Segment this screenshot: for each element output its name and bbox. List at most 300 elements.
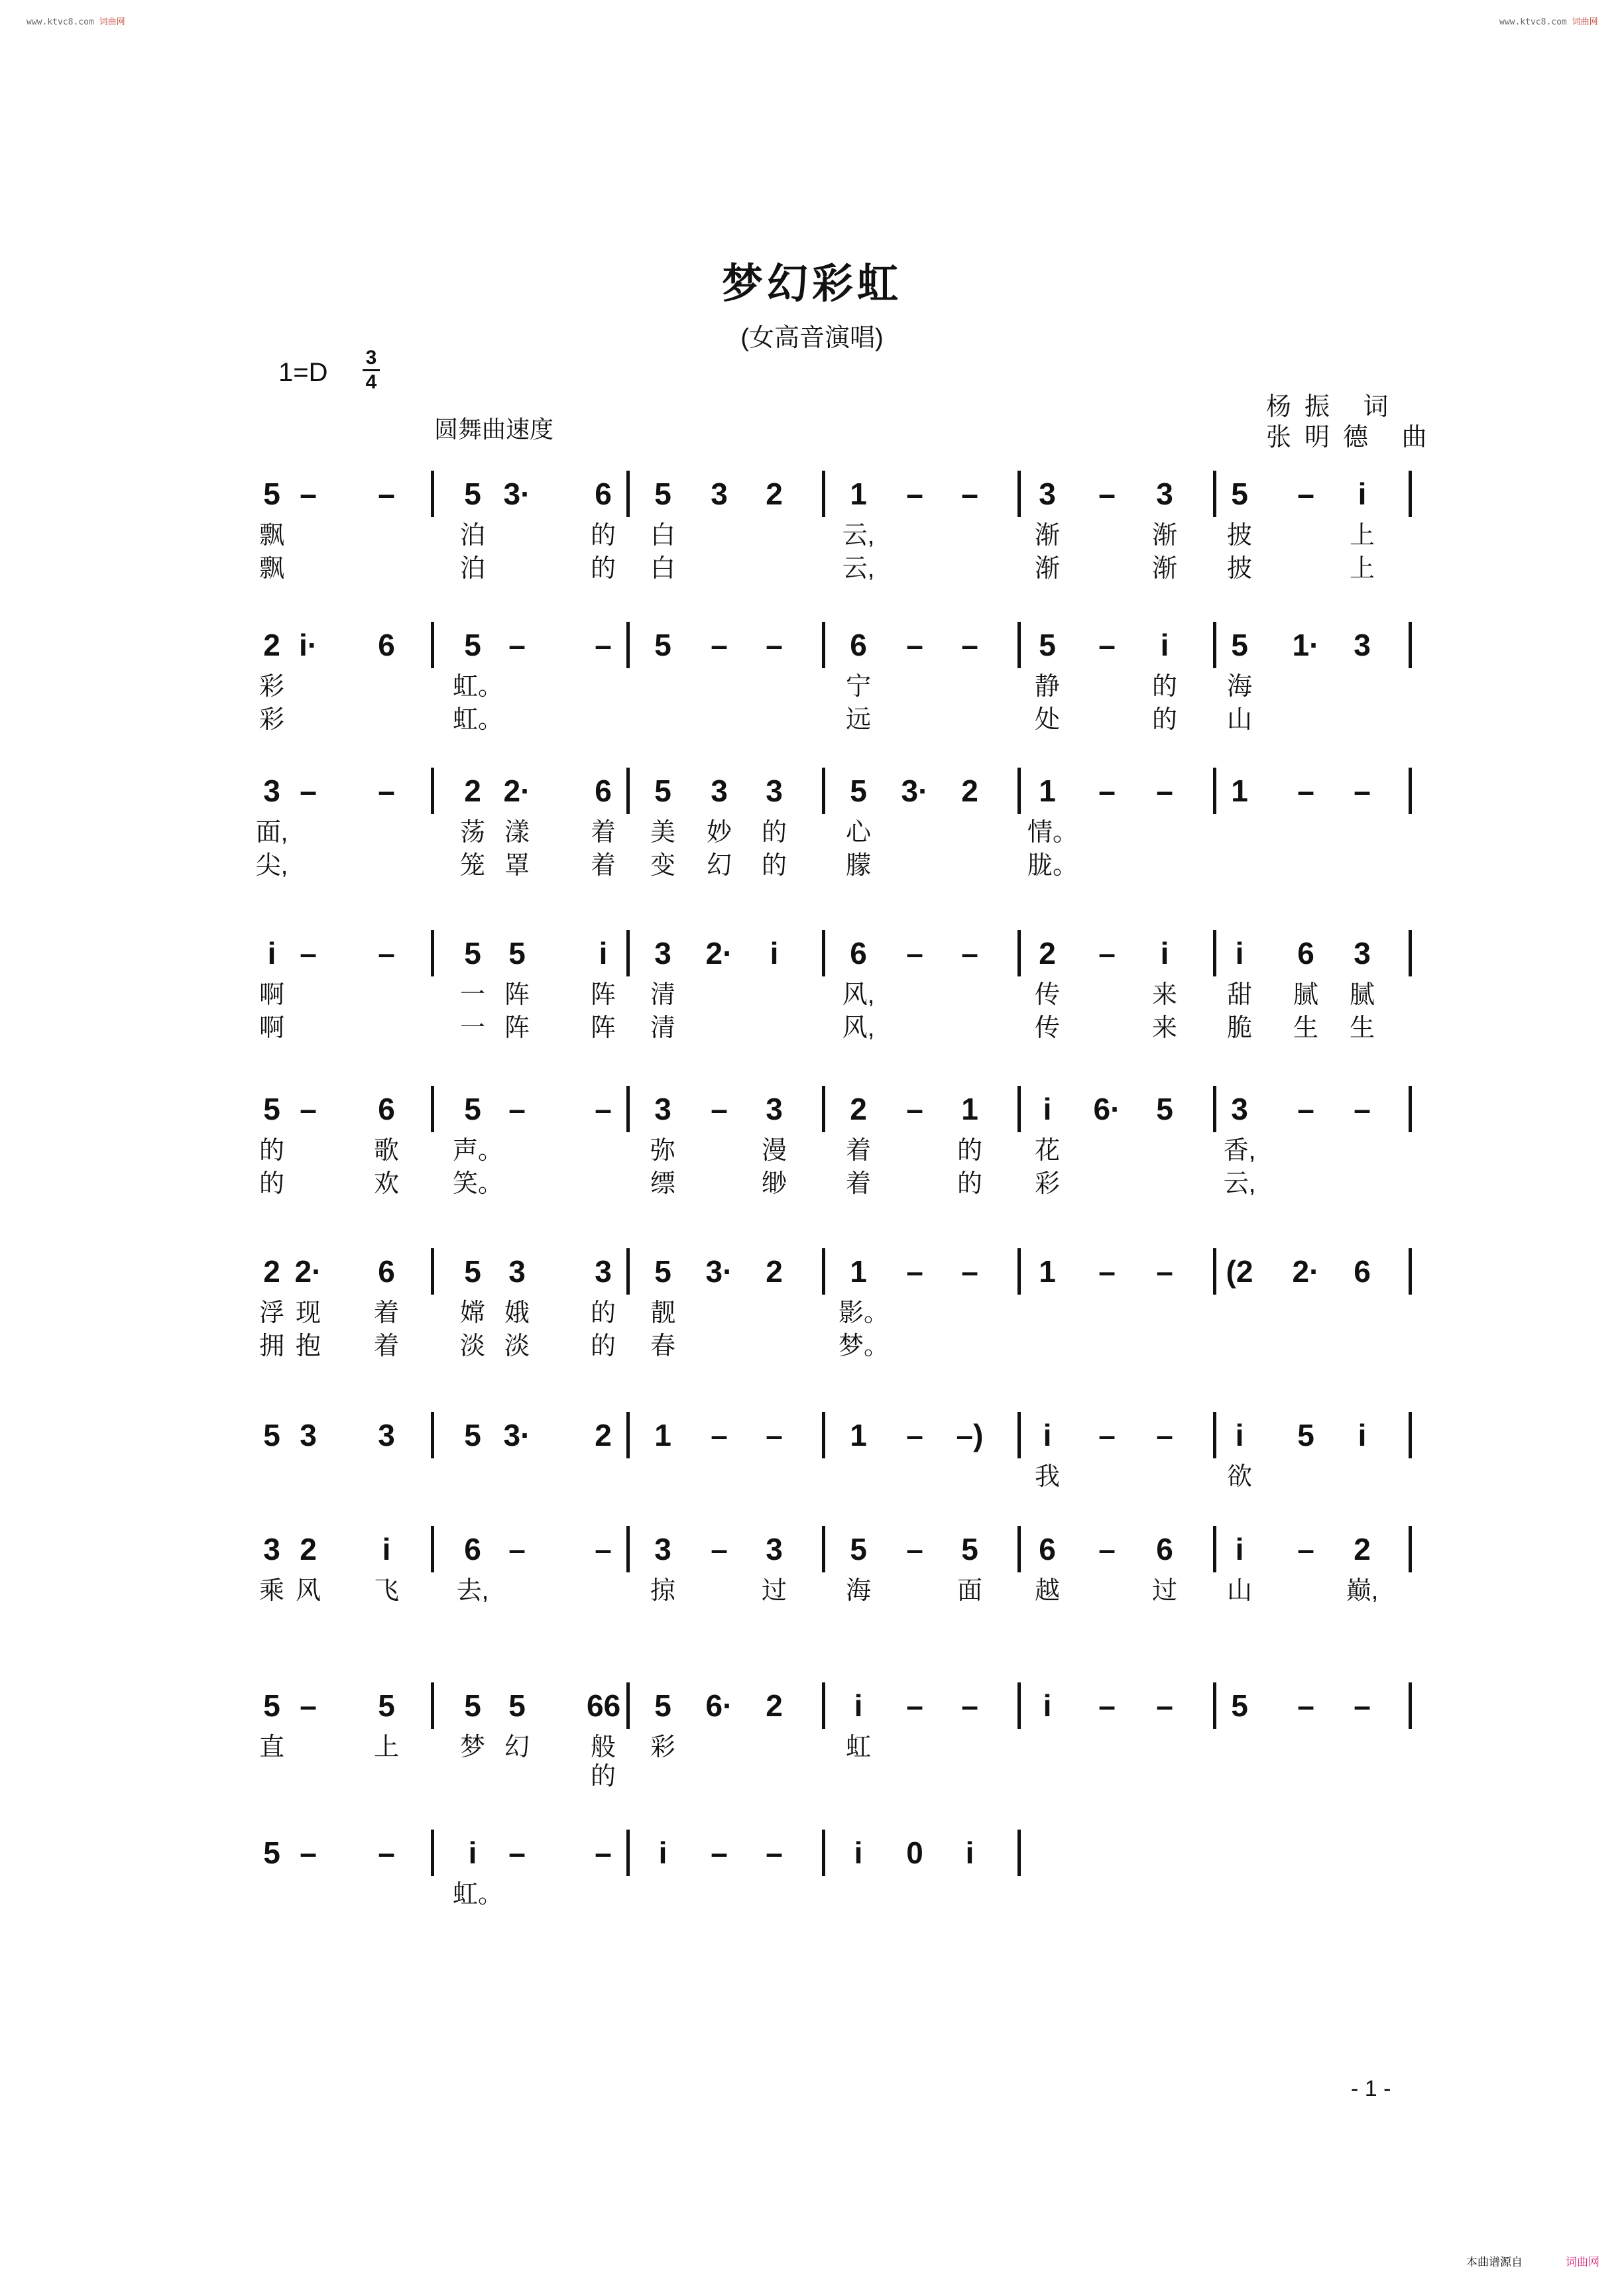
note: – <box>766 1836 783 1870</box>
lyric: 啊 <box>259 1014 284 1042</box>
note: – <box>1156 1688 1173 1723</box>
bar-line <box>822 1412 825 1458</box>
bar-line <box>626 768 630 814</box>
note: 3 <box>711 477 728 511</box>
lyric: 面 <box>957 1577 982 1605</box>
bar-line <box>1017 1248 1021 1295</box>
bar-line <box>1213 622 1216 668</box>
lyric: 浮 <box>259 1299 284 1327</box>
lyric: 笑。 <box>453 1170 504 1198</box>
lyric: 缥 <box>650 1170 675 1198</box>
bar-line <box>1213 768 1216 814</box>
note: i <box>1043 1418 1052 1452</box>
lyric: 飘 <box>259 522 284 550</box>
lyric: 彩 <box>1034 1170 1060 1198</box>
note: 3 <box>300 1418 317 1452</box>
note: 5 <box>263 1092 280 1126</box>
bar-line <box>626 1830 630 1876</box>
lyric: 缈 <box>761 1170 787 1198</box>
note: – <box>1297 1092 1314 1126</box>
note: i <box>1235 1532 1244 1566</box>
lyric: 漾 <box>504 819 530 847</box>
note: – <box>378 477 395 511</box>
lyric: 的 <box>1151 673 1177 701</box>
lyric: 的 <box>761 852 787 880</box>
note: 5 <box>263 1836 280 1870</box>
note: 2 <box>766 1254 783 1289</box>
note: 6 <box>1156 1532 1173 1566</box>
lyric: 淡 <box>504 1332 530 1360</box>
note: 5 <box>654 1254 671 1289</box>
bar-line <box>626 930 630 976</box>
bar-line <box>822 768 825 814</box>
lyric: 虹。 <box>453 1881 504 1908</box>
note: 2· <box>1292 1254 1320 1289</box>
lyric: 甜 <box>1226 981 1252 1009</box>
bar-line <box>822 1682 825 1729</box>
note: 5 <box>1156 1092 1173 1126</box>
note: 3 <box>766 1092 783 1126</box>
lyric: 上 <box>1349 555 1375 583</box>
page-number: - 1 - <box>1351 2076 1391 2101</box>
lyric: 生 <box>1349 1014 1375 1042</box>
note: i <box>1043 1092 1052 1126</box>
note: – <box>1354 774 1371 808</box>
lyric: 声。 <box>453 1137 504 1165</box>
lyric: 阵 <box>590 1014 616 1042</box>
note: – <box>1297 477 1314 511</box>
note: – <box>595 628 612 662</box>
note: (2 <box>1226 1254 1253 1289</box>
note: 1· <box>1292 628 1320 662</box>
lyric: 心 <box>845 819 871 847</box>
note: – <box>1354 1688 1371 1723</box>
note: 5 <box>464 1688 481 1723</box>
note: – <box>1156 774 1173 808</box>
lyric: 披 <box>1226 522 1252 550</box>
bar-line <box>822 1830 825 1876</box>
note: 2 <box>595 1418 612 1452</box>
note: – <box>508 628 526 662</box>
bar-line <box>626 1248 630 1295</box>
note: 6 <box>1297 936 1314 970</box>
note: 6 <box>595 477 612 511</box>
note: 3 <box>766 774 783 808</box>
bar-line <box>431 1412 434 1458</box>
bar-line <box>431 1526 434 1572</box>
lyric: 渐 <box>1034 522 1060 550</box>
lyric: 腻 <box>1349 981 1375 1009</box>
bar-line <box>1017 768 1021 814</box>
note: 2· <box>294 1254 322 1289</box>
lyric: 泊 <box>459 522 485 550</box>
lyric: 尖, <box>255 852 288 880</box>
note: – <box>906 628 923 662</box>
note: 6 <box>378 1092 395 1126</box>
note: 3 <box>1354 628 1371 662</box>
note: 3· <box>901 774 929 808</box>
note: 5 <box>464 1254 481 1289</box>
lyric: 现 <box>295 1299 321 1327</box>
time-signature <box>363 348 380 392</box>
note: 2 <box>464 774 481 808</box>
bar-line <box>1017 1412 1021 1458</box>
lyric: 的 <box>590 522 616 550</box>
bar-line <box>1017 1830 1021 1876</box>
lyric: 美 <box>650 819 675 847</box>
note: i <box>599 936 608 970</box>
note: – <box>961 936 978 970</box>
note: 2· <box>705 936 733 970</box>
note: – <box>711 1836 728 1870</box>
note: 3 <box>1231 1092 1248 1126</box>
bar-line <box>626 1682 630 1729</box>
bar-line <box>431 1248 434 1295</box>
note: 3 <box>1156 477 1173 511</box>
note: i <box>1235 1418 1244 1452</box>
lyric: 处 <box>1034 706 1060 734</box>
note: – <box>378 1836 395 1870</box>
bar-line <box>431 1830 434 1876</box>
note: 1 <box>1039 774 1056 808</box>
note: 5 <box>464 1418 481 1452</box>
lyric: 虹。 <box>453 673 504 701</box>
lyric: 着 <box>590 819 616 847</box>
note: 3 <box>1354 936 1371 970</box>
note: – <box>300 1836 317 1870</box>
lyric: 嫦 <box>459 1299 485 1327</box>
note: i <box>965 1836 974 1870</box>
note: – <box>1297 1532 1314 1566</box>
note: 2 <box>263 628 280 662</box>
bar-line <box>1213 930 1216 976</box>
note: – <box>766 1418 783 1452</box>
note: 1 <box>961 1092 978 1126</box>
note: – <box>508 1532 526 1566</box>
note: 6 <box>595 774 612 808</box>
note: – <box>378 774 395 808</box>
lyric: 荡 <box>459 819 485 847</box>
bar-line <box>1409 930 1412 976</box>
note: i <box>658 1836 667 1870</box>
bar-line <box>1409 1412 1412 1458</box>
note: – <box>711 1532 728 1566</box>
note: 3 <box>595 1254 612 1289</box>
note: – <box>300 477 317 511</box>
bar-line <box>822 930 825 976</box>
tempo-marking: 圆舞曲速度 <box>434 416 554 443</box>
note: 2 <box>1354 1532 1371 1566</box>
lyric: 清 <box>650 1014 675 1042</box>
lyric: 香, <box>1223 1137 1256 1165</box>
note: –) <box>956 1418 984 1452</box>
note: 2 <box>766 1688 783 1723</box>
note: 5 <box>654 477 671 511</box>
note: – <box>378 936 395 970</box>
note: i <box>382 1532 391 1566</box>
note: – <box>1098 1418 1116 1452</box>
lyric: 面, <box>255 819 288 847</box>
note: 3· <box>705 1254 733 1289</box>
bar-line <box>626 622 630 668</box>
bar-line <box>1017 622 1021 668</box>
lyric: 一 <box>459 981 485 1009</box>
note: 66 <box>587 1688 621 1723</box>
time-signature-top: 3 <box>365 347 377 369</box>
bar-line <box>822 471 825 517</box>
lyric: 淡 <box>459 1332 485 1360</box>
lyric: 欲 <box>1226 1463 1252 1491</box>
note: – <box>906 1254 923 1289</box>
note: 6· <box>705 1688 733 1723</box>
note: – <box>766 628 783 662</box>
lyric: 着 <box>845 1137 871 1165</box>
note: – <box>1098 774 1116 808</box>
header-url-right: www.ktvc8.com 词曲网 <box>1499 17 1598 27</box>
note: – <box>961 628 978 662</box>
note: i <box>1358 1418 1367 1452</box>
note: 2 <box>961 774 978 808</box>
header-url-left: www.ktvc8.com 词曲网 <box>27 17 125 27</box>
bar-line <box>626 471 630 517</box>
note: – <box>508 1836 526 1870</box>
lyric: 去, <box>456 1577 489 1605</box>
note: 6 <box>378 628 395 662</box>
note: 2 <box>766 477 783 511</box>
lyric: 一 <box>459 1014 485 1042</box>
bar-line <box>431 1682 434 1729</box>
note: 5 <box>850 774 867 808</box>
note: 2 <box>300 1532 317 1566</box>
lyric: 着 <box>845 1170 871 1198</box>
note: – <box>711 628 728 662</box>
note: 2 <box>1039 936 1056 970</box>
lyric: 彩 <box>650 1733 675 1761</box>
bar-line <box>626 1086 630 1132</box>
note: 5 <box>263 1688 280 1723</box>
note: 3 <box>508 1254 526 1289</box>
lyric: 春 <box>650 1332 675 1360</box>
note: – <box>595 1836 612 1870</box>
note: – <box>711 1092 728 1126</box>
note: 3 <box>263 1532 280 1566</box>
time-signature-bottom: 4 <box>365 371 377 393</box>
note: 3 <box>263 774 280 808</box>
note: 3· <box>503 1418 531 1452</box>
bar-line <box>1409 1682 1412 1729</box>
lyric: 的 <box>590 555 616 583</box>
note: – <box>1156 1418 1173 1452</box>
note: 5 <box>1297 1418 1314 1452</box>
note: i <box>854 1836 863 1870</box>
bar-line <box>1017 1682 1021 1729</box>
note: – <box>906 1092 923 1126</box>
note: 0 <box>906 1836 923 1870</box>
bar-line <box>431 622 434 668</box>
note: – <box>1297 774 1314 808</box>
bar-line <box>1409 1086 1412 1132</box>
composer-credit: 张明德 曲 <box>1266 424 1440 451</box>
bar-line <box>822 1526 825 1572</box>
note: 5 <box>1039 628 1056 662</box>
note: 3 <box>766 1532 783 1566</box>
lyricist-credit: 杨振 词 <box>1266 393 1402 421</box>
lyric: 虹 <box>845 1733 871 1761</box>
lyric: 抱 <box>295 1332 321 1360</box>
note: i <box>1235 936 1244 970</box>
lyric: 弥 <box>650 1137 675 1165</box>
lyric: 啊 <box>259 981 284 1009</box>
lyric: 笼 <box>459 852 485 880</box>
lyric: 清 <box>650 981 675 1009</box>
note: 1 <box>1231 774 1248 808</box>
lyric: 的 <box>590 1332 616 1360</box>
bar-line <box>1213 1412 1216 1458</box>
lyric: 海 <box>845 1577 871 1605</box>
lyric: 来 <box>1151 1014 1177 1042</box>
bar-line <box>431 1086 434 1132</box>
lyric: 传 <box>1034 1014 1060 1042</box>
bar-line <box>1017 1086 1021 1132</box>
note: i· <box>298 628 318 662</box>
lyric: 胧。 <box>1027 852 1078 880</box>
note: i <box>1160 936 1169 970</box>
lyric: 拥 <box>259 1332 284 1360</box>
lyric: 彩 <box>259 673 284 701</box>
lyric: 泊 <box>459 555 485 583</box>
note: 6 <box>378 1254 395 1289</box>
note: i <box>770 936 779 970</box>
lyric: 海 <box>1226 673 1252 701</box>
lyric: 幻 <box>706 852 732 880</box>
lyric: 的 <box>259 1170 284 1198</box>
bar-line <box>1409 1248 1412 1295</box>
lyric: 娥 <box>504 1299 530 1327</box>
lyric: 直 <box>259 1733 284 1761</box>
lyric: 般的 <box>590 1733 616 1790</box>
lyric: 朦 <box>845 852 871 880</box>
bar-line <box>1213 1248 1216 1295</box>
note: i <box>468 1836 477 1870</box>
note: 3 <box>1039 477 1056 511</box>
key-signature: 1=D <box>278 358 328 387</box>
note: – <box>1098 1254 1116 1289</box>
bar-line <box>822 1086 825 1132</box>
lyric: 宁 <box>845 673 871 701</box>
note: – <box>300 1688 317 1723</box>
footer-site: 词曲网 <box>1566 2256 1599 2268</box>
lyric: 花 <box>1034 1137 1060 1165</box>
note: – <box>1098 477 1116 511</box>
note: 5 <box>850 1532 867 1566</box>
note: i <box>267 936 276 970</box>
note: 5 <box>654 1688 671 1723</box>
note: 3 <box>711 774 728 808</box>
note: 5 <box>508 936 526 970</box>
lyric: 过 <box>761 1577 787 1605</box>
note: – <box>595 1532 612 1566</box>
note: – <box>906 1688 923 1723</box>
lyric: 风, <box>842 981 875 1009</box>
subtitle: (女高音演唱) <box>740 324 884 352</box>
note: 5 <box>1231 1688 1248 1723</box>
note: 5 <box>1231 628 1248 662</box>
note: i <box>1160 628 1169 662</box>
note: 3· <box>503 477 531 511</box>
note: – <box>961 1688 978 1723</box>
bar-line <box>1213 1526 1216 1572</box>
lyric: 着 <box>373 1299 399 1327</box>
note: 5 <box>263 1418 280 1452</box>
lyric: 情。 <box>1027 819 1078 847</box>
note: 6 <box>850 628 867 662</box>
note: – <box>300 936 317 970</box>
note: 5 <box>464 628 481 662</box>
lyric: 云, <box>842 522 875 550</box>
lyric: 梦。 <box>839 1332 890 1360</box>
note: 2 <box>850 1092 867 1126</box>
bar-line <box>1409 1526 1412 1572</box>
lyric: 过 <box>1151 1577 1177 1605</box>
note: – <box>906 477 923 511</box>
lyric: 云, <box>842 555 875 583</box>
page-title: 梦幻彩虹 <box>721 261 902 307</box>
bar-line <box>1017 471 1021 517</box>
note: i <box>1358 477 1367 511</box>
bar-line <box>431 768 434 814</box>
lyric: 山 <box>1226 1577 1252 1605</box>
note: – <box>961 477 978 511</box>
lyric: 我 <box>1034 1463 1060 1491</box>
lyric: 妙 <box>706 819 732 847</box>
note: 3 <box>378 1418 395 1452</box>
note: – <box>1297 1688 1314 1723</box>
lyric: 着 <box>590 852 616 880</box>
note: – <box>906 1532 923 1566</box>
lyric: 上 <box>373 1733 399 1761</box>
bar-line <box>1017 930 1021 976</box>
note: 6 <box>850 936 867 970</box>
lyric: 虹。 <box>453 706 504 734</box>
bar-line <box>431 930 434 976</box>
note: – <box>961 1254 978 1289</box>
note: – <box>906 936 923 970</box>
note: 5 <box>508 1688 526 1723</box>
note: – <box>300 1092 317 1126</box>
note: – <box>906 1418 923 1452</box>
lyric: 披 <box>1226 555 1252 583</box>
footer-source: 本曲谱源自 <box>1466 2256 1523 2268</box>
note: 5 <box>263 477 280 511</box>
lyric: 上 <box>1349 522 1375 550</box>
lyric: 幻 <box>504 1733 530 1761</box>
lyric: 传 <box>1034 981 1060 1009</box>
bar-line <box>1213 471 1216 517</box>
note: – <box>300 774 317 808</box>
lyric: 白 <box>650 555 675 583</box>
note: – <box>508 1092 526 1126</box>
lyric: 风, <box>842 1014 875 1042</box>
lyric: 的 <box>590 1299 616 1327</box>
note: 6 <box>1039 1532 1056 1566</box>
lyric: 腻 <box>1293 981 1318 1009</box>
note: – <box>1098 1688 1116 1723</box>
note: 2 <box>263 1254 280 1289</box>
lyric: 的 <box>761 819 787 847</box>
lyric: 着 <box>373 1332 399 1360</box>
lyric: 罩 <box>504 852 530 880</box>
lyric: 的 <box>957 1137 982 1165</box>
